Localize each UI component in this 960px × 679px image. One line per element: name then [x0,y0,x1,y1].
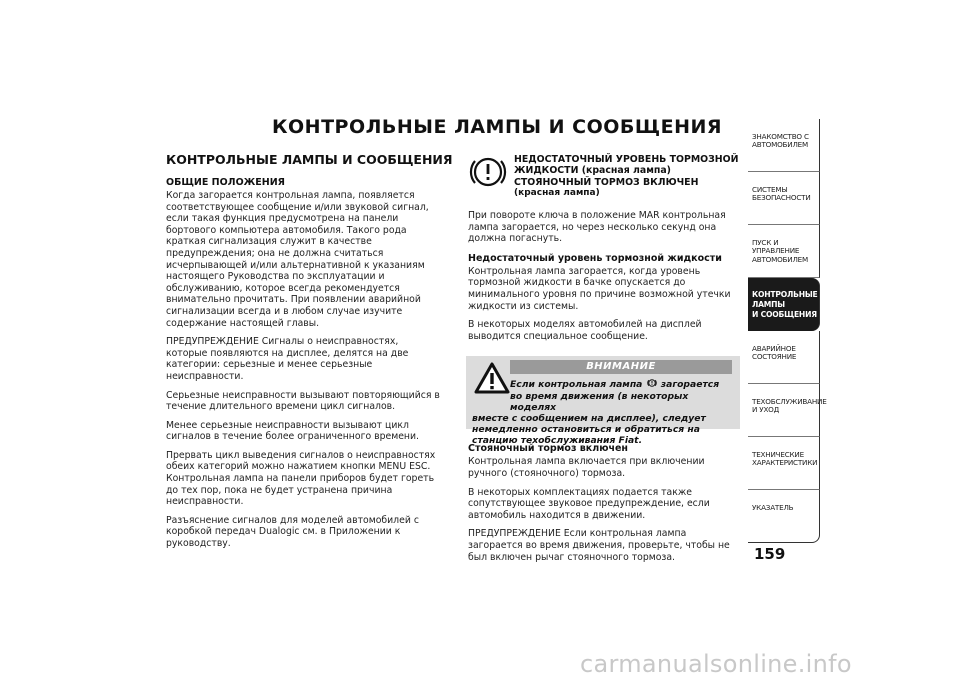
tab-label: АВТОМОБИЛЕМ [752,254,809,264]
general-provisions-heading: ОБЩИЕ ПОЛОЖЕНИЯ [166,177,285,188]
tab-label: ЛАМПЫ [752,300,785,309]
tab-index[interactable] [748,490,820,543]
lamp-heading-line: ЖИДКОСТИ (красная лампа) [514,165,671,177]
watermark: carmanualsonline.info [580,650,852,678]
tab-label: ПУСК И УПРАВЛЕНИЕ [752,238,800,256]
paragraph: В некоторых комплектациях подается также сопутствующее звуковое предупреждение, если автомобиль находится в движении. [468,486,710,521]
warning-text-part: Если контрольная лампа [510,379,643,391]
paragraph: Менее серьезные неисправности вызывают цикл сигналов в течение более ограниченного времени. [166,419,419,443]
page-title: КОНТРОЛЬНЫЕ ЛАМПЫ И СООБЩЕНИЯ [272,116,723,138]
paragraph: ПРЕДУПРЕЖДЕНИЕ Если контрольная лампа загорается во время движения, проверьте, чтобы не был включен рычаг стояночного тормоза. [468,528,730,563]
tab-label: ХАРАКТЕРИСТИКИ [752,458,818,468]
tab-label: И УХОД [752,405,780,415]
section-title: КОНТРОЛЬНЫЕ ЛАМПЫ И СООБЩЕНИЯ [166,152,453,167]
warning-text [472,378,734,446]
tab-label: И СООБЩЕНИЯ [752,310,817,319]
paragraph: В некоторых моделях автомобилей на дисплей выводится специальное сообщение. [468,319,702,342]
lamp-heading-line: НЕДОСТАТОЧНЫЙ УРОВЕНЬ ТОРМОЗНОЙ [514,154,739,165]
right-column [468,152,742,570]
warning-label: ВНИМАНИЕ [510,360,732,374]
parking-brake-heading: Стояночный тормоз включен [468,443,628,455]
paragraph: Разъяснение сигналов для моделей автомобилей с коробкой передач Dualogic см. в Приложении к руководству. [166,514,419,550]
warning-text-part: во время движения (в некоторых моделях [510,390,689,413]
warning-text-part: загорается [660,379,720,391]
tab-technical-data[interactable] [748,437,820,490]
tab-label: ТЕХНИЧЕСКИЕ [752,450,804,459]
tab-label: ЗНАКОМСТВО С [752,132,809,141]
tab-label: АВАРИЙНОЕ [752,344,796,353]
fluid-level-heading: Недостаточный уровень тормозной жидкости [468,252,722,264]
lamp-heading-line: СТОЯНОЧНЫЙ ТОРМОЗ ВКЛЮЧЕН [514,176,699,188]
tab-safety-systems[interactable] [748,172,820,225]
brake-warning-lamp-icon [468,152,508,192]
paragraph: Прервать цикл выведения сигналов о неисправностях обеих категорий можно нажатием кнопки MENU ESC. Контрольная лампа на панели приборов будет гореть до тех пор, пока не будет устранена причина неисправности. [166,449,436,508]
tab-warning-lights[interactable] [748,278,820,331]
tab-maintenance[interactable] [748,384,827,437]
tab-starting-driving[interactable] [748,225,820,278]
tab-label: АВТОМОБИЛЕМ [752,140,809,150]
tab-label: УКАЗАТЕЛЬ [752,503,794,512]
paragraph: Контрольная лампа загорается, когда уровень тормозной жидкости в бачке опускается до минимального уровня по причине возможной утечки жидкости из системы. [468,265,731,312]
left-column [166,152,453,557]
tab-label: КОНТРОЛЬНЫЕ [752,290,818,299]
brake-warning-lamp-icon [646,378,658,388]
intro-paragraph: При повороте ключа в положение MAR контрольная лампа загорается, но через несколько секунд она должна погаснуть. [468,210,726,245]
warning-text-part: вместе с сообщением на дисплее), следует немедленно остановиться и обратиться на станцию техобслуживания Fiat. [472,412,706,447]
tab-getting-to-know-car[interactable] [748,119,820,172]
tab-label: ТЕХОБСЛУЖИВАНИЕ [752,397,827,406]
paragraph: Контрольная лампа включается при включении ручного (стояночного) тормоза. [468,456,705,479]
tab-label: БЕЗОПАСНОСТИ [752,193,811,203]
paragraph: Серьезные неисправности вызывают повторяющийся в течение длительного времени цикл сигналов. [166,389,440,413]
paragraph: ПРЕДУПРЕЖДЕНИЕ Сигналы о неисправностях, которые появляются на дисплее, делятся на две категории: серьезные и менее серьезные неисправности. [166,336,409,382]
tab-emergency[interactable] [748,331,820,384]
chapter-tabs [748,119,827,543]
page-number: 159 [754,545,786,563]
tab-label: СИСТЕМЫ [752,185,788,194]
warning-box [466,356,740,447]
paragraph: Когда загорается контрольная лампа, появляется соответствующее сообщение и/или звуковой сигнал, если такая функция предусмотрена на панели бортового компьютера автомобиля. Такого рода краткая сигнализация служит в качестве предупреждения; она не должна считаться исчерпывающей и/или альтернативной к указаниям настоящего Руководства по эксплуатации и обслуживанию, которое всегда рекомендуется внимательно прочитать. При появлении аварийной сигнализации всегда и в любом случае изучите содержание настоящей главы. [166,190,429,329]
tab-label: СОСТОЯНИЕ [752,352,797,362]
lamp-heading-line: (красная лампа) [514,187,600,198]
brake-lamp-block [468,152,742,210]
lamp-heading [514,154,744,199]
